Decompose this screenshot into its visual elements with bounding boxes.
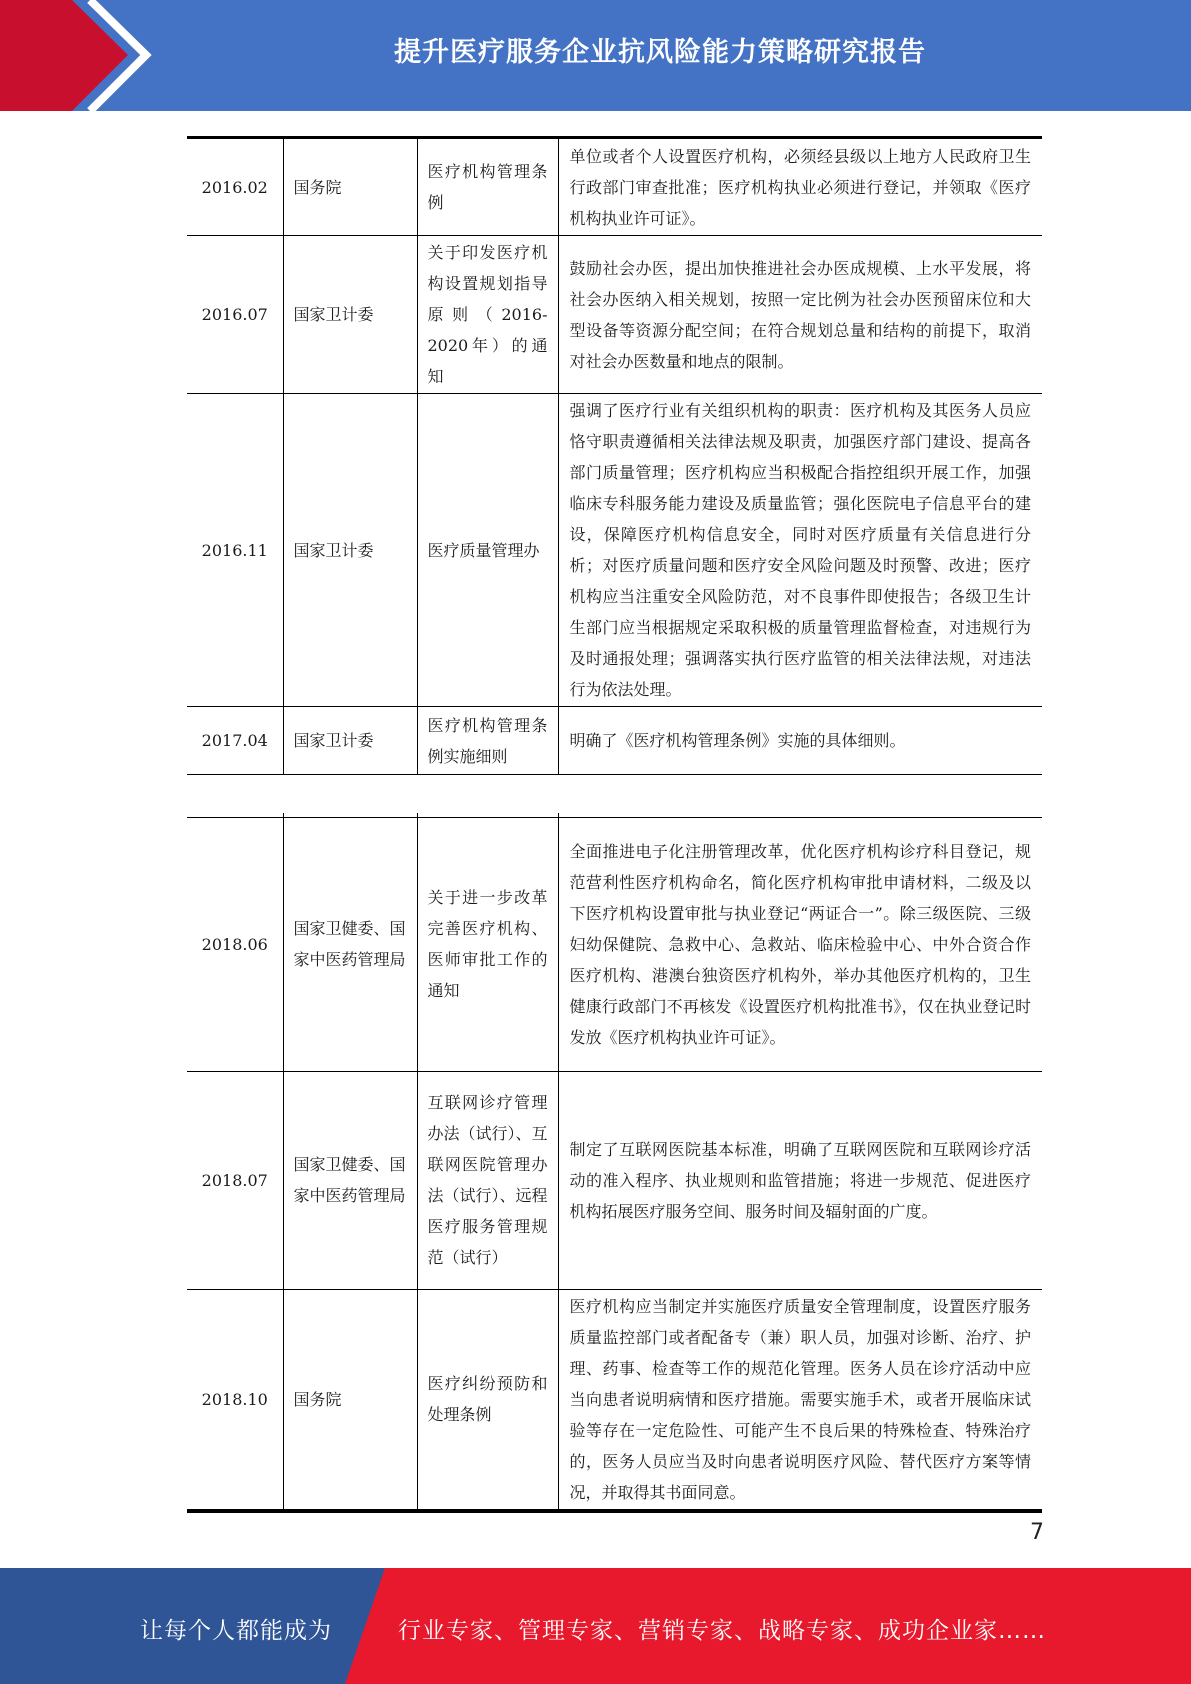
footer-slogan-left: 让每个人都能成为 <box>140 1618 332 1644</box>
agency-cell: 国家卫计委 <box>283 394 417 707</box>
policy-content-cell: 强调了医疗行业有关组织机构的职责：医疗机构及其医务人员应恪守职责遵循相关法律法规及职责，加强医疗部门建设、提高各部门质量管理；医疗机构应当积极配合指控组织开展工作，加强临床专科服务能力建设及质量监管；强化医院电子信息平台的建设，保障医疗机构信息安全，同时对医疗质量有关信息进行分析；对医疗质量问题和医疗安全风险问题及时预警、改进；医疗机构应当注重安全风险防范，对不良事件即使报告；各级卫生计生部门应当根据规定采取积极的质量管理监督检查，对违规行为及时通报处理；强调落实执行医疗监管的相关法律法规，对违法行为依法处理。 <box>558 394 1042 707</box>
date-cell: 2016.07 <box>187 236 283 394</box>
table-row <box>187 138 1042 236</box>
policy-name-cell: 医疗机构管理条例 <box>417 138 558 236</box>
agency-cell: 国家卫健委、国家中医药管理局 <box>283 1071 417 1289</box>
agency-cell: 国家卫计委 <box>283 707 417 775</box>
policy-name-cell: 互联网诊疗管理办法（试行）、互联网医院管理办法（试行）、远程医疗服务管理规范（试行） <box>417 1071 558 1289</box>
policy-content-cell: 制定了互联网医院基本标准，明确了互联网医院和互联网诊疗活动的准入程序、执业规则和监管措施；将进一步规范、促进医疗机构拓展医疗服务空间、服务时间及辐射面的广度。 <box>558 1071 1042 1289</box>
table-row <box>187 394 1042 707</box>
page-number: 7 <box>1030 1520 1044 1545</box>
policy-table-part-2 <box>187 813 1042 1513</box>
date-cell: 2018.07 <box>187 1071 283 1289</box>
date-cell: 2016.02 <box>187 138 283 236</box>
date-cell: 2016.11 <box>187 394 283 707</box>
table-row <box>187 1289 1042 1511</box>
agency-cell: 国务院 <box>283 1289 417 1511</box>
agency-cell: 国务院 <box>283 138 417 236</box>
policy-table-part-1 <box>187 136 1042 775</box>
policy-name-cell: 医疗质量管理办 <box>417 394 558 707</box>
policy-content-cell: 全面推进电子化注册管理改革，优化医疗机构诊疗科目登记，规范营利性医疗机构命名，简化医疗机构审批申请材料，二级及以下医疗机构设置审批与执业登记“两证合一”。除三级医院、三级妇幼保健院、急救中心、急救站、临床检验中心、中外合资合作医疗机构、港澳台独资医疗机构外，举办其他医疗机构的，卫生健康行政部门不再核发《设置医疗机构批准书》，仅在执业登记时发放《医疗机构执业许可证》。 <box>558 817 1042 1071</box>
policy-name-cell: 关于印发医疗机构设置规划指导原则（2016-2020年）的通知 <box>417 236 558 394</box>
footer-slogan-right: 行业专家、管理专家、营销专家、战略专家、成功企业家…… <box>398 1618 1046 1644</box>
policy-name-cell: 医疗纠纷预防和处理条例 <box>417 1289 558 1511</box>
agency-cell: 国家卫健委、国家中医药管理局 <box>283 817 417 1071</box>
report-title: 提升医疗服务企业抗风险能力策略研究报告 <box>394 37 926 68</box>
table-row <box>187 1071 1042 1289</box>
policy-name-cell: 医疗机构管理条例实施细则 <box>417 707 558 775</box>
policy-content-cell: 鼓励社会办医，提出加快推进社会办医成规模、上水平发展，将社会办医纳入相关规划，按照一定比例为社会办医预留床位和大型设备等资源分配空间；在符合规划总量和结构的前提下，取消对社会办医数量和地点的限制。 <box>558 236 1042 394</box>
agency-cell: 国家卫计委 <box>283 236 417 394</box>
date-cell: 2017.04 <box>187 707 283 775</box>
policy-content-cell: 明确了《医疗机构管理条例》实施的具体细则。 <box>558 707 1042 775</box>
policy-content-cell: 医疗机构应当制定并实施医疗质量安全管理制度，设置医疗服务质量监控部门或者配备专（兼）职人员，加强对诊断、治疗、护理、药事、检查等工作的规范化管理。医务人员在诊疗活动中应当向患者说明病情和医疗措施。需要实施手术，或者开展临床试验等存在一定危险性、可能产生不良后果的特殊检查、特殊治疗的，医务人员应当及时向患者说明医疗风险、替代医疗方案等情况，并取得其书面同意。 <box>558 1289 1042 1511</box>
page-header <box>0 0 1191 111</box>
date-cell: 2018.06 <box>187 817 283 1071</box>
table-row <box>187 236 1042 394</box>
table-row <box>187 707 1042 775</box>
policy-content-cell: 单位或者个人设置医疗机构，必须经县级以上地方人民政府卫生行政部门审查批准；医疗机构执业必须进行登记，并领取《医疗机构执业许可证》。 <box>558 138 1042 236</box>
date-cell: 2018.10 <box>187 1289 283 1511</box>
table-row <box>187 817 1042 1071</box>
policy-name-cell: 关于进一步改革完善医疗机构、医师审批工作的通知 <box>417 817 558 1071</box>
page-footer <box>0 1568 1191 1684</box>
